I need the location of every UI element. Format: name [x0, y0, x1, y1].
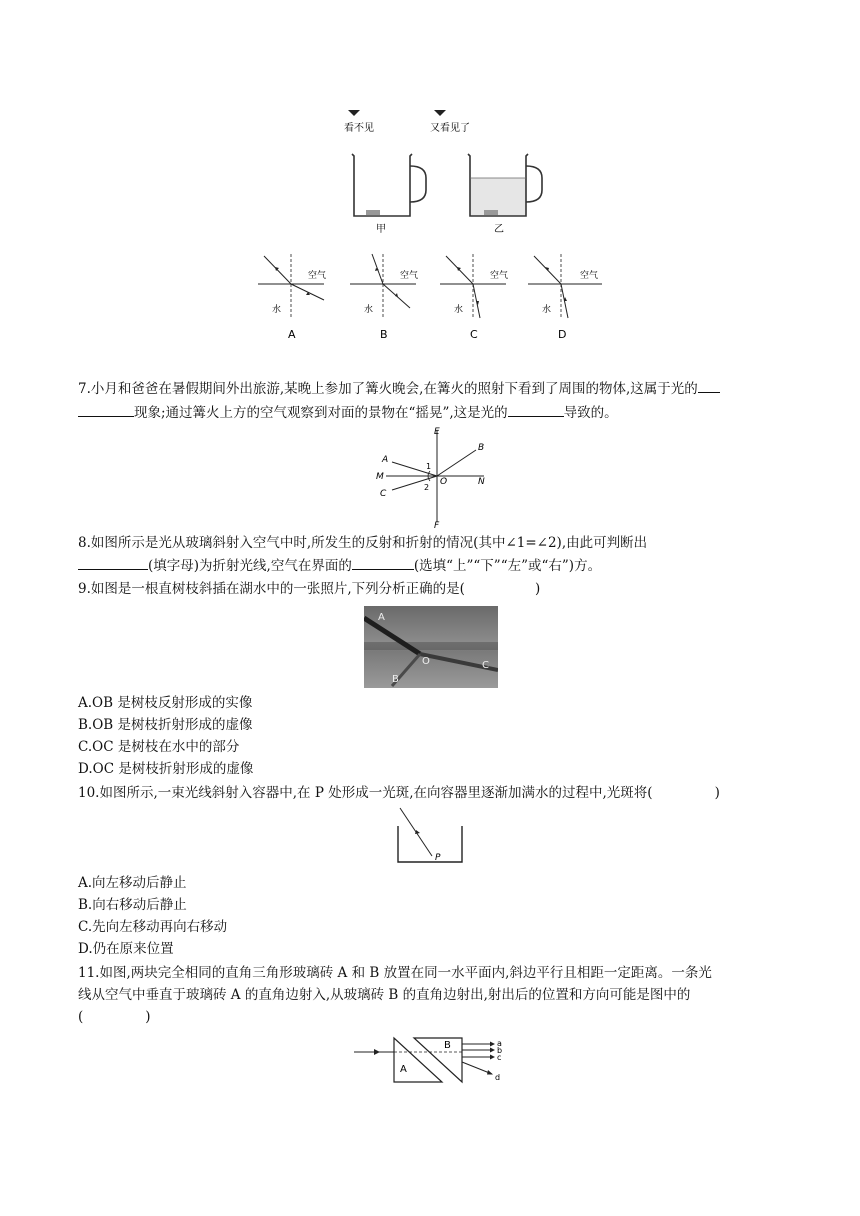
answer-blank[interactable]: [78, 402, 134, 417]
refraction-options-figure: [258, 246, 608, 346]
label-b: B: [478, 443, 485, 453]
water-label: 水: [272, 305, 282, 315]
refraction-panel-d: [528, 254, 602, 341]
eye-icon: [348, 110, 360, 116]
answer-blank[interactable]: [698, 378, 720, 393]
label-n: N: [478, 477, 485, 487]
eye-right-label: 又看见了: [430, 123, 470, 134]
question-9-stem: 9.如图是一根直树枝斜插在湖水中的一张照片,下列分析正确的是( ): [78, 581, 541, 597]
water-label: 水: [454, 305, 464, 315]
label-m: M: [376, 472, 384, 482]
question-8-figure: [372, 424, 492, 530]
option-b[interactable]: B.向右移动后静止: [78, 897, 187, 913]
air-label: 空气: [308, 271, 327, 281]
beaker-right: [468, 154, 542, 216]
label-2: 2: [424, 483, 430, 492]
option-label-c: C: [470, 328, 478, 341]
refraction-panel-a: [258, 254, 326, 341]
beaker-left-label: 甲: [376, 224, 386, 235]
question-8: [78, 532, 790, 577]
option-a[interactable]: A.向左移动后静止: [78, 875, 187, 891]
beaker-left: [352, 154, 426, 216]
option-d[interactable]: D.仍在原来位置: [78, 941, 174, 957]
answer-blank[interactable]: [508, 402, 564, 417]
tree-branch-photo: [364, 606, 498, 688]
eye-left-label: 看不见: [344, 123, 374, 134]
tree-branch-photo-image: [364, 606, 498, 688]
ray-c-label: c: [497, 1053, 502, 1062]
air-label: 空气: [490, 271, 509, 281]
label-f: F: [434, 521, 440, 530]
prism-figure: [354, 1030, 514, 1086]
option-c[interactable]: C.先向左移动再向右移动: [78, 919, 228, 935]
label-c: C: [380, 489, 387, 499]
question-8-line-1: 8.如图所示是光从玻璃斜射入空气中时,所发生的反射和折射的情况(其中∠1=∠2),由此可判断出: [78, 535, 648, 551]
option-label-d: D: [558, 328, 567, 341]
label-e: E: [434, 427, 440, 437]
beaker-right-label: 乙: [494, 224, 504, 235]
water-label: 水: [364, 305, 374, 315]
water-label: 水: [542, 305, 552, 315]
eye-icon: [434, 110, 446, 116]
question-7-line-2: 现象;通过篝火上方的空气观察到对面的景物在“摇晃”,这是光的 导致的。: [78, 402, 790, 424]
option-label-a: A: [288, 328, 296, 341]
refraction-panel-c: [440, 254, 508, 341]
prism-a-label: A: [400, 1064, 407, 1075]
photo-label-b: B: [392, 674, 399, 685]
option-b[interactable]: B.OB 是树枝折射形成的虚像: [78, 717, 253, 733]
option-d[interactable]: D.OC 是树枝折射形成的虚像: [78, 761, 254, 777]
photo-label-c: C: [482, 660, 489, 671]
air-label: 空气: [400, 271, 419, 281]
ray-d-label: d: [495, 1073, 501, 1082]
label-1: 1: [426, 462, 432, 471]
question-11-line-2: 线从空气中垂直于玻璃砖 A 的直角边射入,从玻璃砖 B 的直角边射出,射出后的位置和方向可能是图中的: [78, 987, 691, 1003]
beaker-figure: [330, 104, 560, 238]
container-figure: [392, 806, 468, 866]
option-c[interactable]: C.OC 是树枝在水中的部分: [78, 739, 240, 755]
option-label-b: B: [380, 328, 388, 341]
label-o: O: [440, 477, 448, 487]
answer-blank[interactable]: [352, 555, 414, 570]
ray-a-label: a: [497, 1039, 502, 1048]
air-label: 空气: [580, 271, 599, 281]
refraction-panel-b: [350, 254, 418, 341]
answer-blank[interactable]: [78, 555, 148, 570]
photo-label-a: A: [378, 612, 385, 623]
question-10-stem: 10.如图所示,一束光线斜射入容器中,在 P 处形成一光斑,在向容器里逐渐加满水的过程中,光斑将( ): [78, 785, 720, 801]
label-a: A: [382, 455, 389, 465]
question-11-line-1: 11.如图,两块完全相同的直角三角形玻璃砖 A 和 B 放置在同一水平面内,斜边平行且相距一定距离。一条光: [78, 965, 712, 981]
point-p-label: P: [435, 853, 441, 863]
question-7-line-1: 7.小月和爸爸在暑假期间外出旅游,某晚上参加了篝火晚会,在篝火的照射下看到了周围的物体,这属于光的: [78, 378, 790, 400]
prism-b-label: B: [444, 1040, 451, 1051]
ray-b-label: b: [497, 1046, 503, 1055]
photo-label-o: O: [422, 656, 430, 667]
question-8-line-2: (填字母)为折射光线,空气在界面的 (选填“上”“下”“左”或“右”)方。: [78, 555, 790, 577]
option-a[interactable]: A.OB 是树枝反射形成的实像: [78, 695, 253, 711]
question-11-line-3: ( ): [78, 1009, 151, 1025]
question-11: [78, 962, 790, 1028]
question-7: [78, 378, 790, 424]
